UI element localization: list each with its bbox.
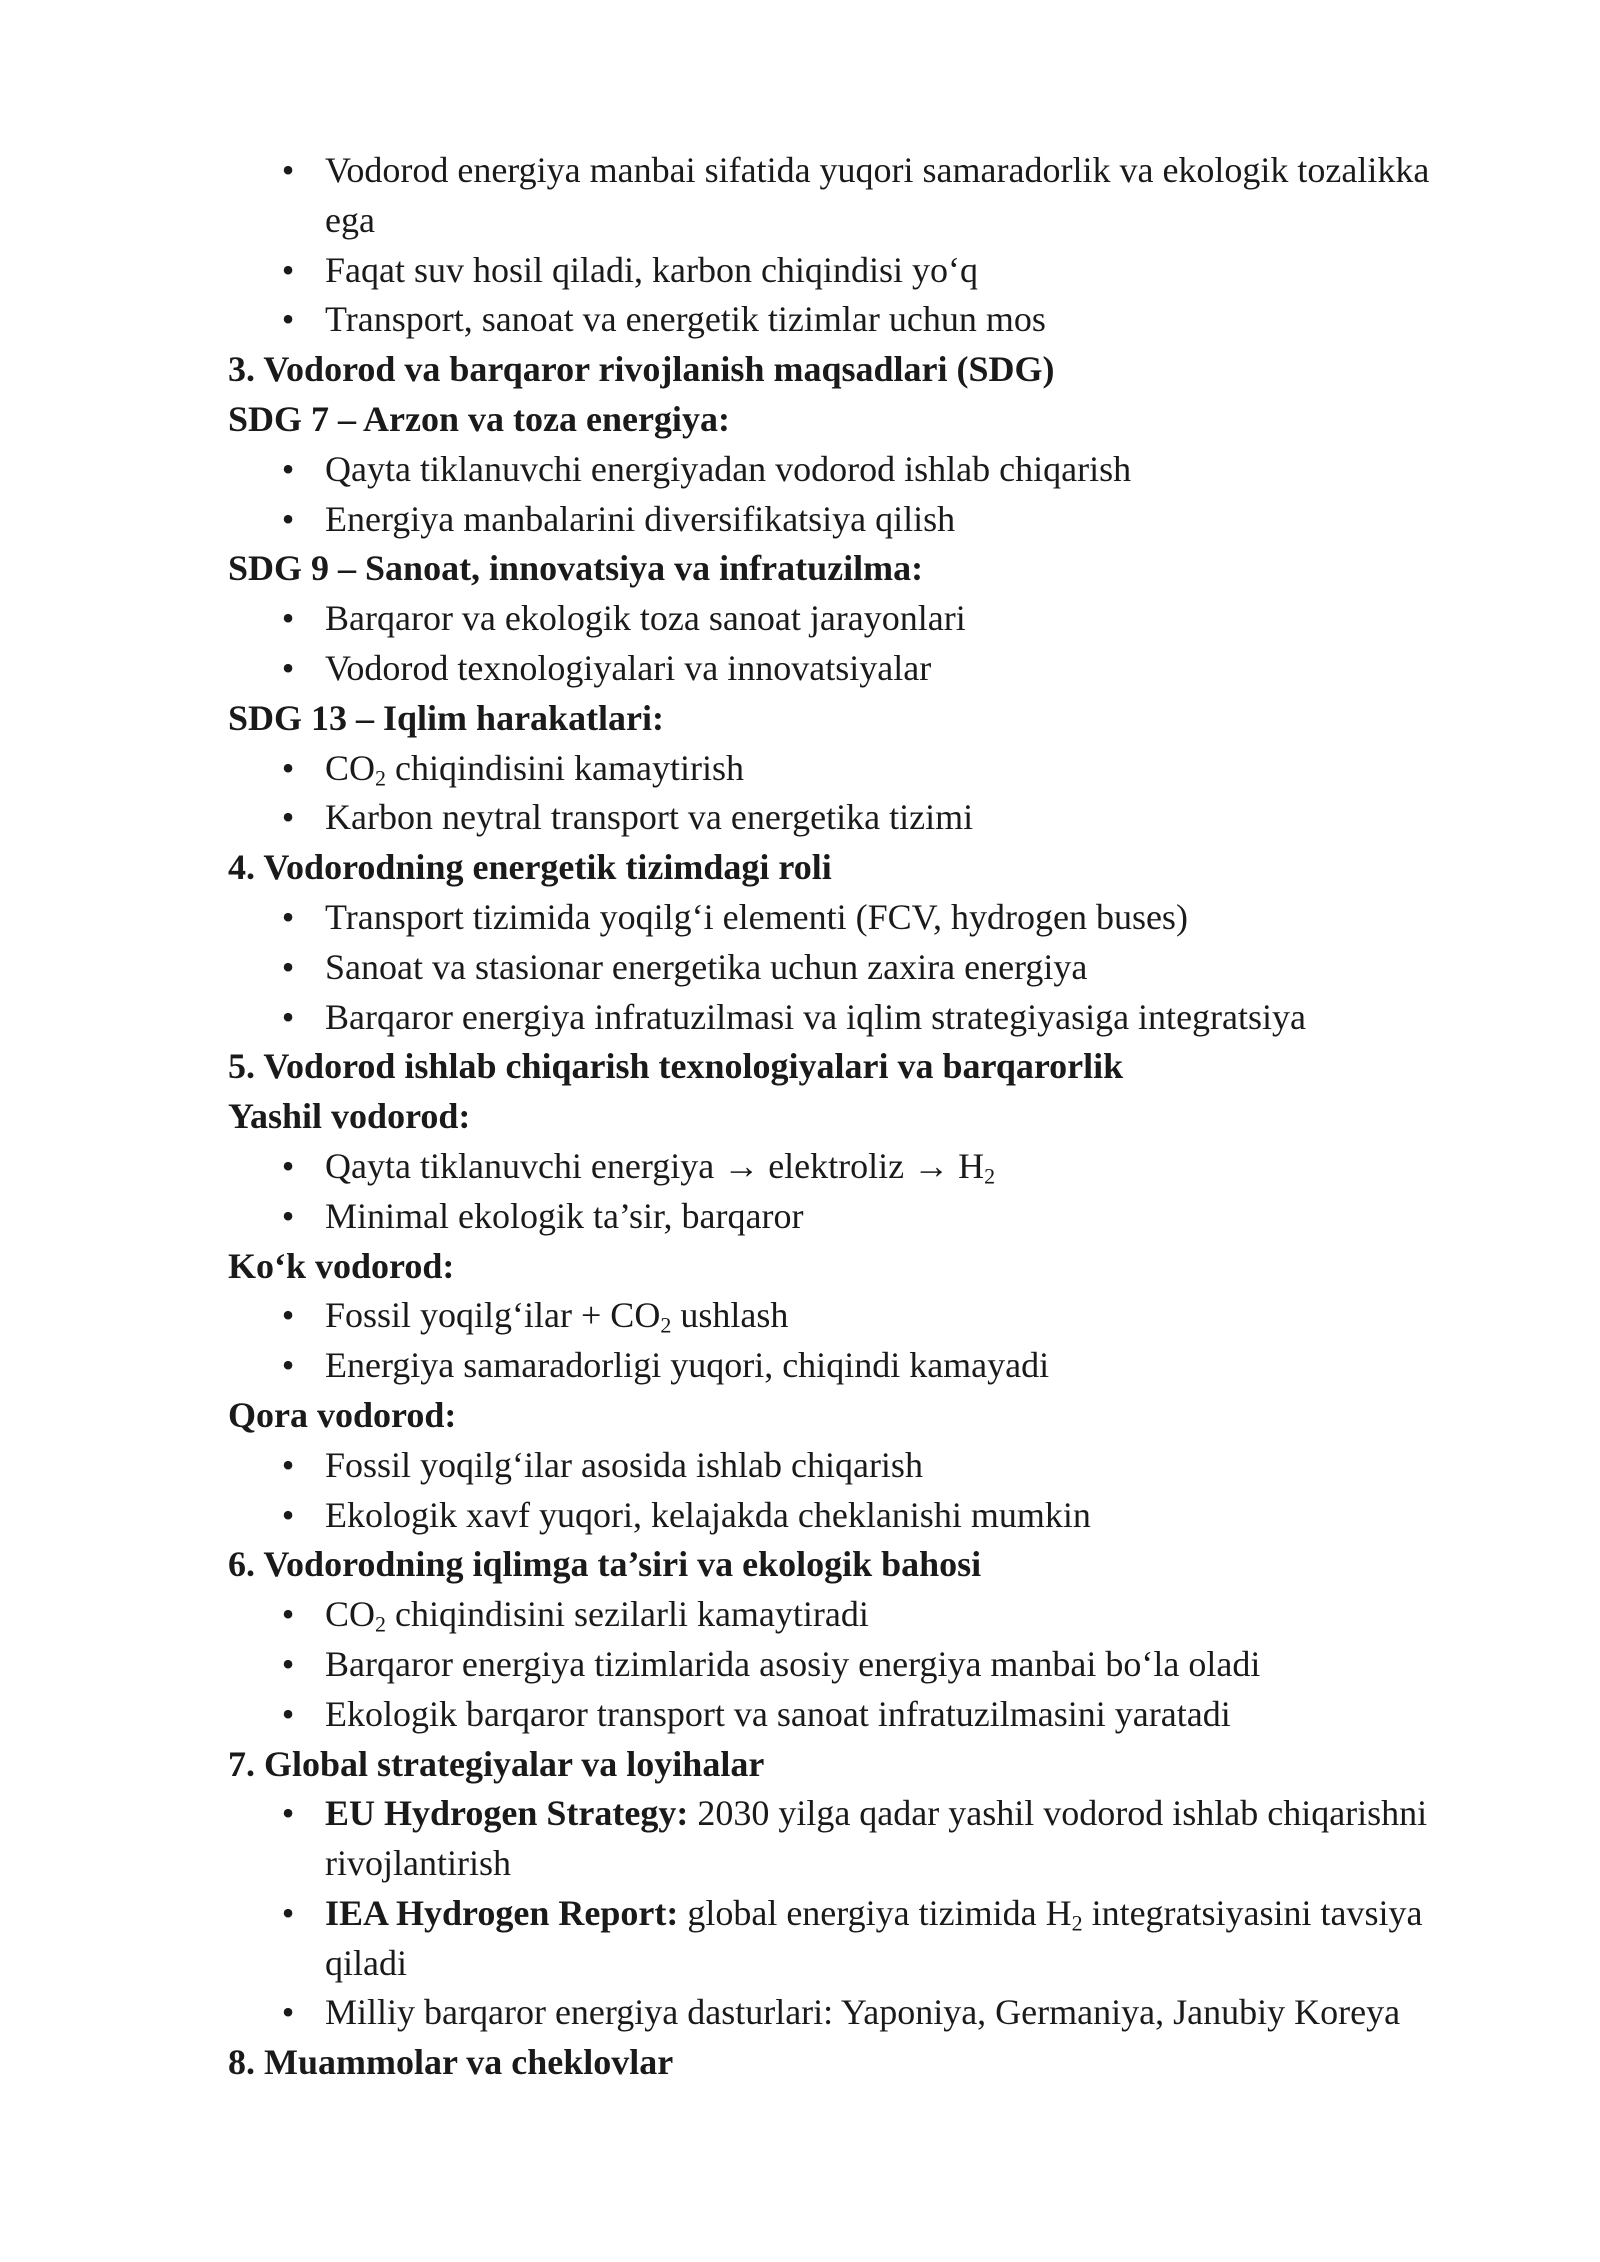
list-item: • Qayta tiklanuvchi energiyadan vodorod ishlab chiqarish xyxy=(228,445,1445,495)
section-4-list xyxy=(228,893,1528,1042)
list-item: • Milliy barqaror energiya dasturlari: Yaponiya, Germaniya, Janubiy Koreya xyxy=(228,1988,1445,2038)
bullet-icon: • xyxy=(281,598,295,639)
section-6-heading: 6. Vodorodning iqlimga ta’siri va ekologik bahosi xyxy=(228,1544,982,1585)
list-item: • IEA Hydrogen Report: global energiya tizimida $H_2$ integratsiyasini tavsiya qiladi xyxy=(228,1889,1445,1989)
bullet-icon: • xyxy=(281,1145,295,1186)
list-item: • Transport, sanoat va energetik tizimlar uchun mos xyxy=(228,295,1445,345)
bullet-icon: • xyxy=(281,647,295,688)
bullet-icon: • xyxy=(281,1793,295,1834)
list-item: • Ekologik barqaror transport va sanoat infratuzilmasini yaratadi xyxy=(228,1690,1445,1740)
list-item: • Ekologik xavf yuqori, kelajakda cheklanishi mumkin xyxy=(228,1491,1445,1541)
document-page xyxy=(228,146,1528,2088)
list-item: • Qayta tiklanuvchi energiya → elektroliz → $H_2$ xyxy=(228,1142,1445,1192)
bullet-icon: • xyxy=(281,1295,295,1336)
list-item: • Vodorod energiya manbai sifatida yuqori samaradorlik va ekologik tozalikka ega xyxy=(228,146,1445,246)
bullet-icon: • xyxy=(281,448,295,489)
sdg13-heading: SDG 13 – Iqlim harakatlari: xyxy=(228,697,665,738)
list-item: • Energiya samaradorligi yuqori, chiqindi kamayadi xyxy=(228,1341,1445,1391)
bullet-icon: • xyxy=(281,747,295,788)
section-7-list xyxy=(228,1789,1528,2038)
bullet-icon: • xyxy=(281,1892,295,1933)
eu-strategy-label: EU Hydrogen Strategy: xyxy=(325,1793,689,1834)
iea-report-label: IEA Hydrogen Report: xyxy=(325,1892,679,1933)
bullet-icon: • xyxy=(281,896,295,937)
section-8-heading: 8. Muammolar va cheklovlar xyxy=(228,2042,674,2083)
bullet-icon: • xyxy=(281,1693,295,1734)
bullet-icon: • xyxy=(281,249,295,290)
bullet-icon: • xyxy=(281,1444,295,1485)
blue-hydrogen-list xyxy=(228,1291,1528,1391)
blue-hydrogen-heading: Ko‘k vodorod: xyxy=(228,1245,455,1286)
bullet-icon: • xyxy=(281,498,295,539)
list-item: • Barqaror energiya infratuzilmasi va iqlim strategiyasiga integratsiya xyxy=(228,993,1445,1043)
black-hydrogen-list xyxy=(228,1441,1528,1541)
green-hydrogen-heading: Yashil vodorod: xyxy=(228,1096,471,1137)
list-item: • EU Hydrogen Strategy: 2030 yilga qadar yashil vodorod ishlab chiqarishni rivojlantirish xyxy=(228,1789,1445,1889)
section-7-heading: 7. Global strategiyalar va loyihalar xyxy=(228,1743,765,1784)
list-item: • Vodorod texnologiyalari va innovatsiyalar xyxy=(228,644,1445,694)
list-item: • $CO_2$ chiqindisini sezilarli kamaytiradi xyxy=(228,1590,1445,1640)
list-item: • Sanoat va stasionar energetika uchun zaxira energiya xyxy=(228,943,1445,993)
bullet-icon: • xyxy=(281,1643,295,1684)
black-hydrogen-heading: Qora vodorod: xyxy=(228,1394,457,1435)
bullet-icon: • xyxy=(281,1594,295,1635)
intro-bullet-list xyxy=(228,146,1528,345)
list-item: • Energiya manbalarini diversifikatsiya qilish xyxy=(228,495,1445,545)
bullet-icon: • xyxy=(281,946,295,987)
bullet-icon: • xyxy=(281,797,295,838)
list-item: • Faqat suv hosil qiladi, karbon chiqindisi yo‘q xyxy=(228,246,1445,296)
list-item: • Fossil yoqilg‘ilar + $CO_2$ ushlash xyxy=(228,1291,1445,1341)
list-item: • Barqaror va ekologik toza sanoat jarayonlari xyxy=(228,594,1445,644)
section-3-heading: 3. Vodorod va barqaror rivojlanish maqsadlari (SDG) xyxy=(228,349,1055,390)
list-item: • Karbon neytral transport va energetika tizimi xyxy=(228,793,1445,843)
bullet-icon: • xyxy=(281,1992,295,2033)
list-item: • Minimal ekologik ta’sir, barqaror xyxy=(228,1192,1445,1242)
list-item: • Transport tizimida yoqilg‘i elementi (FCV, hydrogen buses) xyxy=(228,893,1445,943)
bullet-icon: • xyxy=(281,1345,295,1386)
bullet-icon: • xyxy=(281,299,295,340)
bullet-icon: • xyxy=(281,150,295,190)
sdg7-list xyxy=(228,445,1528,545)
list-item: • $CO_2$ chiqindisini kamaytirish xyxy=(228,744,1445,794)
section-5-heading: 5. Vodorod ishlab chiqarish texnologiyalari va barqarorlik xyxy=(228,1046,1124,1087)
green-hydrogen-list xyxy=(228,1142,1528,1242)
sdg9-list xyxy=(228,594,1528,694)
bullet-icon: • xyxy=(281,1494,295,1535)
sdg9-heading: SDG 9 – Sanoat, innovatsiya va infratuzilma: xyxy=(228,548,924,589)
section-4-heading: 4. Vodorodning energetik tizimdagi roli xyxy=(228,847,832,888)
list-item: • Fossil yoqilg‘ilar asosida ishlab chiqarish xyxy=(228,1441,1445,1491)
bullet-icon: • xyxy=(281,996,295,1037)
list-item: • Barqaror energiya tizimlarida asosiy energiya manbai bo‘la oladi xyxy=(228,1640,1445,1690)
section-6-list xyxy=(228,1590,1528,1739)
sdg13-list xyxy=(228,744,1528,844)
sdg7-heading: SDG 7 – Arzon va toza energiya: xyxy=(228,398,730,439)
bullet-icon: • xyxy=(281,1195,295,1236)
